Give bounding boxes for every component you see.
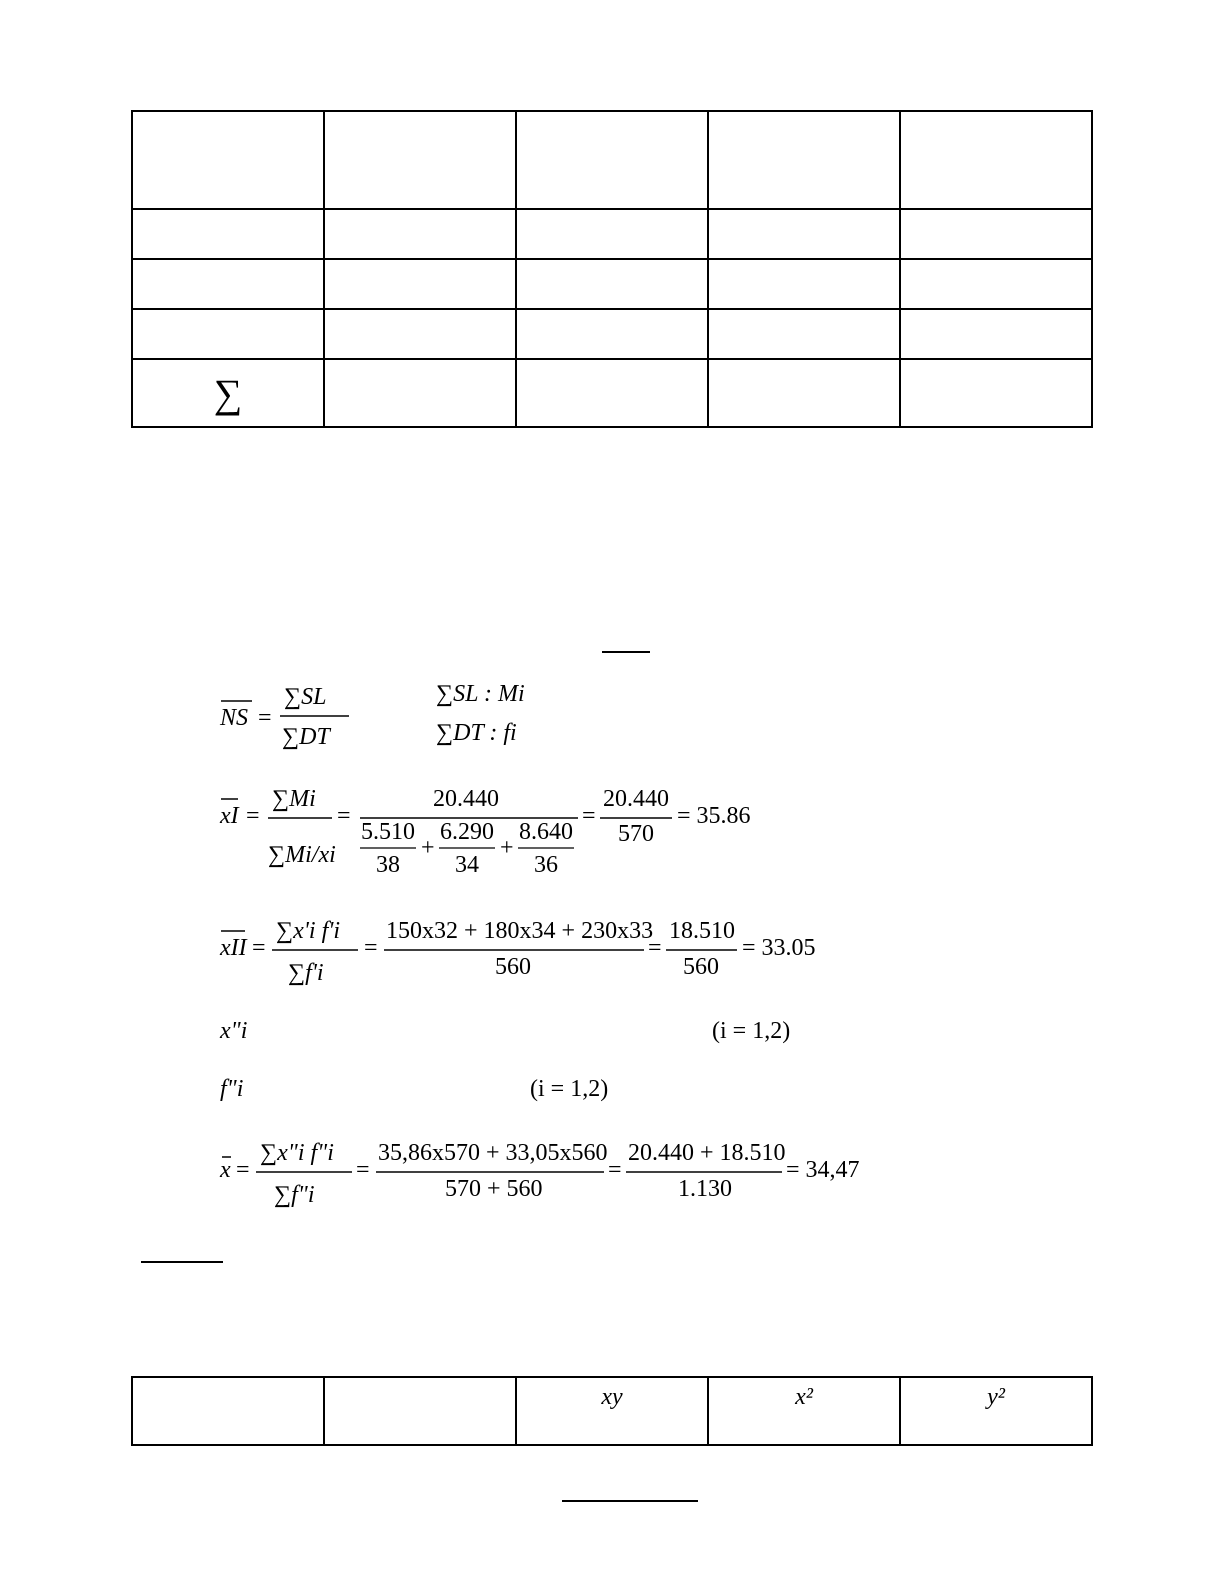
index-condition: (i = 1,2): [712, 1018, 791, 1044]
formula-lhs: xI: [220, 803, 239, 829]
formula-result-denominator: 1.130: [678, 1176, 732, 1202]
svg-text:=: =: [258, 705, 272, 731]
formula-result-numerator: 20.440: [603, 786, 669, 812]
definition-x-double-prime: [219, 1018, 790, 1044]
formula-ns: [219, 681, 525, 750]
formula-note: ∑SL : Mi: [436, 681, 525, 707]
formula-mid-numerator: 20.440: [433, 786, 499, 812]
fraction-numerator: 8.640: [519, 819, 573, 845]
svg-text:+: +: [421, 835, 435, 861]
formula-x2: [219, 918, 816, 986]
svg-text:+: +: [500, 835, 514, 861]
formula-result: = 34,47: [786, 1157, 860, 1183]
fraction-numerator: 5.510: [361, 819, 415, 845]
formula-lhs: NS: [220, 705, 249, 731]
table-header-cell: [324, 1377, 516, 1445]
sum-symbol: ∑: [132, 359, 324, 427]
formula-result-numerator: 20.440 + 18.510: [628, 1140, 786, 1166]
formula-mid-denominator: 560: [495, 954, 531, 980]
table-header-cell: y²: [900, 1377, 1092, 1445]
formula-result-denominator: 570: [618, 821, 654, 847]
symbol: x"i: [220, 1018, 248, 1044]
svg-text:=: =: [252, 935, 266, 961]
formula-lhs: xII: [220, 935, 247, 961]
svg-text:=: =: [582, 803, 596, 829]
formula-result-denominator: 560: [683, 954, 719, 980]
fraction-numerator: 6.290: [440, 819, 494, 845]
formula-denominator: ∑f'i: [288, 960, 324, 986]
fraction-denominator: 38: [376, 852, 400, 878]
definition-f-double-prime: [220, 1076, 608, 1102]
index-condition: (i = 1,2): [530, 1076, 609, 1102]
formula-lhs: x: [220, 1157, 231, 1183]
formula-mid-numerator: 35,86x570 + 33,05x560: [378, 1140, 608, 1166]
formula-result-numerator: 18.510: [669, 918, 735, 944]
svg-text:=: =: [364, 935, 378, 961]
data-table-2: [131, 1376, 1093, 1446]
formula-mid-numerator: 150x32 + 180x34 + 230x33: [386, 918, 654, 944]
fraction-denominator: 36: [534, 852, 558, 878]
formula-result: = 35.86: [677, 803, 751, 829]
formula-x1: [219, 786, 751, 878]
formula-denominator: ∑f"i: [274, 1182, 315, 1208]
formula-note: ∑DT : fi: [436, 720, 517, 746]
formula-numerator: ∑x'i f'i: [276, 918, 341, 944]
table-header-cell: [132, 1377, 324, 1445]
svg-text:=: =: [356, 1157, 370, 1183]
formula-numerator: ∑Mi: [272, 786, 316, 812]
formula-numerator: ∑SL: [284, 684, 327, 710]
formula-result: = 33.05: [742, 935, 816, 961]
formula-denominator: ∑DT: [282, 724, 330, 750]
svg-text:=: =: [337, 803, 351, 829]
table-header-cell: xy: [516, 1377, 708, 1445]
svg-text:=: =: [246, 803, 260, 829]
symbol: f"i: [220, 1076, 244, 1102]
formula-mid-denominator: 570 + 560: [445, 1176, 543, 1202]
svg-text:=: =: [608, 1157, 622, 1183]
svg-text:=: =: [648, 935, 662, 961]
table-header-cell: x²: [708, 1377, 900, 1445]
fraction-denominator: 34: [455, 852, 479, 878]
table-header-row: [132, 1377, 1092, 1445]
formula-numerator: ∑x"i f"i: [260, 1140, 334, 1166]
formula-x-mean: [219, 1140, 860, 1208]
formula-denominator: ∑Mi/xi: [268, 842, 336, 868]
svg-text:=: =: [236, 1157, 250, 1183]
